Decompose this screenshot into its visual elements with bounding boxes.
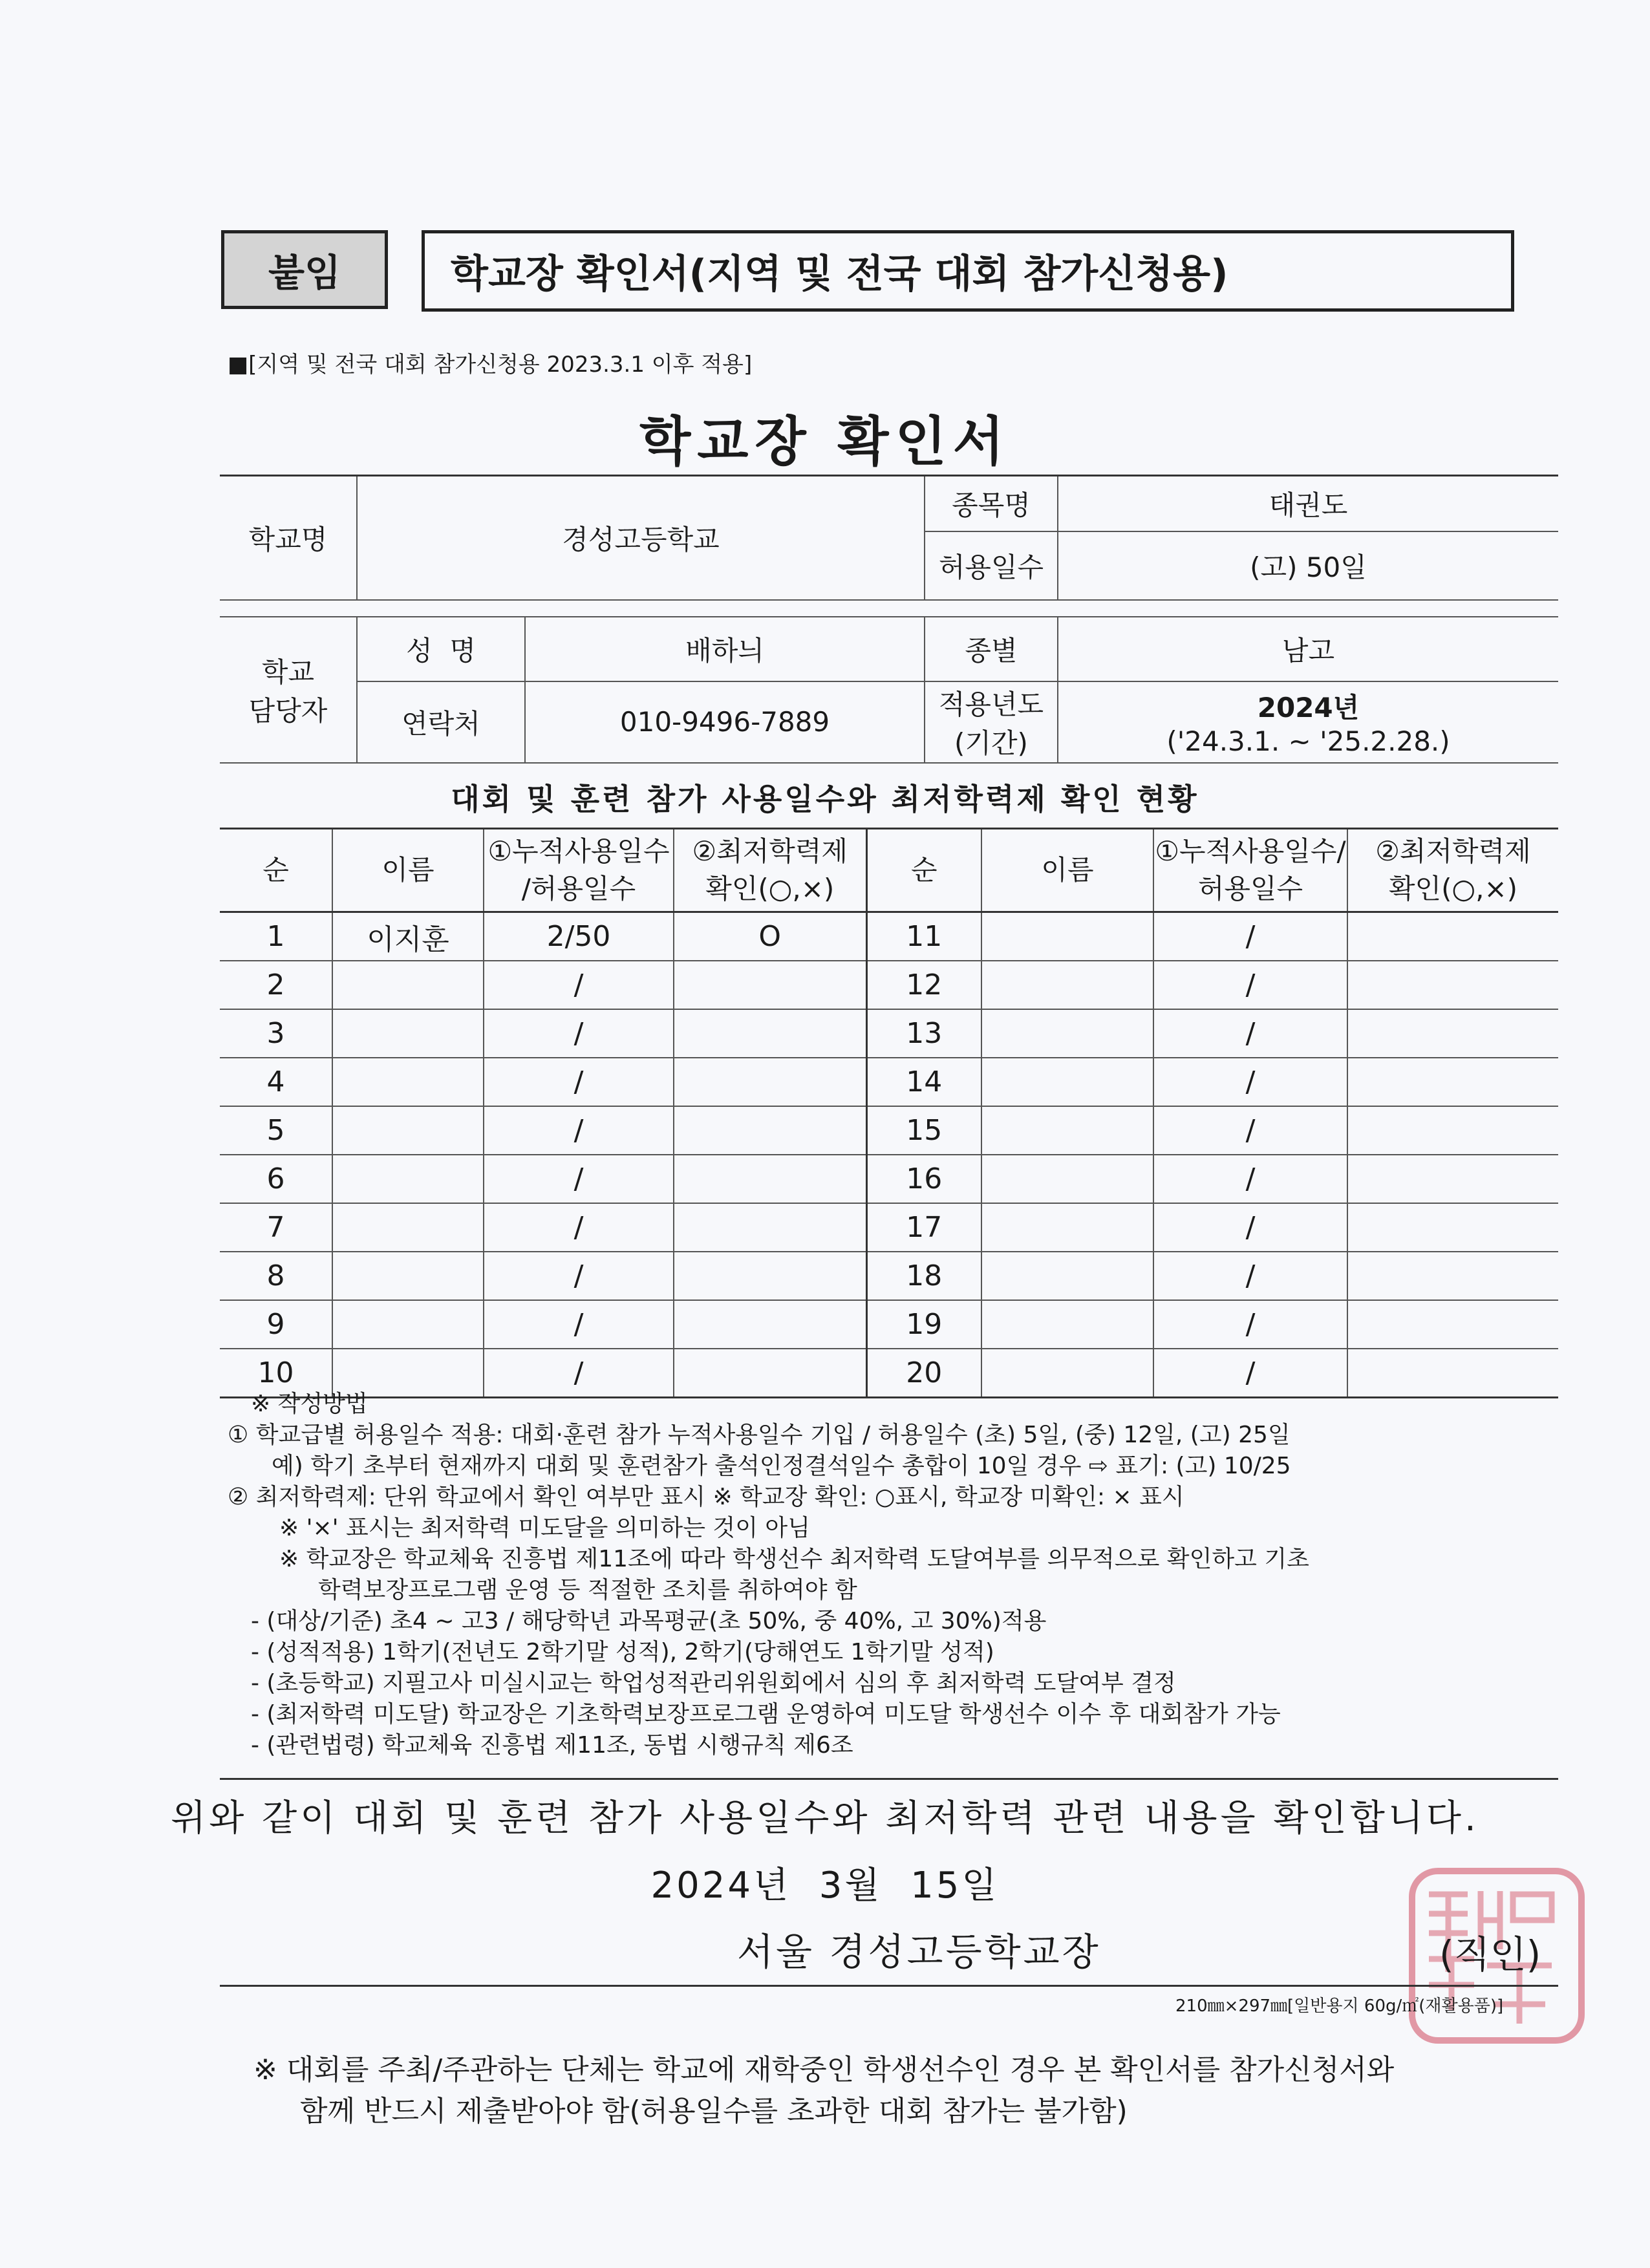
min-academic-check-cell <box>1347 1155 1558 1203</box>
year-label <box>925 681 1058 763</box>
spacer-row <box>220 600 1558 617</box>
method-line: - (대상/기준) 초4 ~ 고3 / 해당학년 과목평균(초 50%, 중 40%, 고 30%)적용 <box>251 1608 1047 1634</box>
min-academic-check-cell <box>1347 912 1558 961</box>
athlete-name-cell <box>981 1300 1153 1349</box>
athlete-name-cell <box>981 1252 1153 1300</box>
days-used-cell: / <box>1153 1349 1347 1398</box>
row-number-cell: 12 <box>866 961 981 1009</box>
notice-line: ※ 대회를 주최/주관하는 단체는 학교에 재학중인 학생선수인 경우 본 확인서를 참가신청서와 <box>253 2053 1395 2086</box>
year-label-line2: (기간) <box>954 727 1028 759</box>
method-line: ② 최저학력제: 단위 학교에서 확인 여부만 표시 ※ 학교장 확인: ○표시, 학교장 미확인: × 표시 <box>228 1484 1184 1510</box>
divider <box>220 1985 1558 1987</box>
min-academic-check-cell <box>1347 1058 1558 1106</box>
athlete-name-cell <box>332 961 484 1009</box>
days-used-cell: / <box>1153 1106 1347 1155</box>
col-min-right-line2: 확인(○,×) <box>1388 873 1518 904</box>
school-info-table <box>220 475 1558 764</box>
athlete-name-cell <box>332 1058 484 1106</box>
athlete-name-cell <box>332 1252 484 1300</box>
row-number-cell: 19 <box>866 1300 981 1349</box>
days-used-cell: / <box>484 1203 674 1252</box>
method-line: - (관련법령) 학교체육 진흥법 제11조, 동법 시행규칙 제6조 <box>251 1732 853 1759</box>
athlete-name-cell <box>332 1106 484 1155</box>
category-value: 남고 <box>1058 617 1558 681</box>
col-days-right-line2: 허용일수 <box>1197 873 1303 904</box>
col-name-right: 이름 <box>981 829 1153 912</box>
row-number-cell: 15 <box>866 1106 981 1155</box>
year-value <box>1058 681 1558 763</box>
contact-label: 연락처 <box>357 681 525 763</box>
row-number-cell: 17 <box>866 1203 981 1252</box>
confirmation-statement: 위와 같이 대회 및 훈련 참가 사용일수와 최저학력 관련 내용을 확인합니다. <box>171 1797 1479 1839</box>
table-row <box>220 1155 1558 1203</box>
year-label-line1: 적용년도 <box>938 688 1044 720</box>
school-name-label: 학교명 <box>220 476 357 600</box>
method-line: ① 학교급별 허용일수 적용: 대회·훈련 참가 누적사용일수 기입 / 허용일수 (초) 5일, (중) 12일, (고) 25일 <box>228 1422 1291 1448</box>
table-row <box>220 961 1558 1009</box>
athlete-name-cell: 이지훈 <box>332 912 484 961</box>
allowed-days-label: 허용일수 <box>925 531 1058 600</box>
athlete-name-cell <box>981 1009 1153 1058</box>
roster-header-row <box>220 829 1558 912</box>
year-value-year: 2024년 <box>1257 692 1360 723</box>
writing-method <box>228 1389 1572 1761</box>
min-academic-check-cell <box>674 1300 866 1349</box>
col-name: 이름 <box>332 829 484 912</box>
days-used-cell: / <box>484 1106 674 1155</box>
row-number-cell: 10 <box>220 1349 332 1398</box>
row-number-cell: 6 <box>220 1155 332 1203</box>
method-line: ※ '×' 표시는 최저학력 미도달을 의미하는 것이 아님 <box>279 1515 810 1541</box>
contact-value: 010-9496-7889 <box>525 681 925 763</box>
row-number-cell: 3 <box>220 1009 332 1058</box>
table-row <box>220 1106 1558 1155</box>
event-value: 태권도 <box>1058 476 1558 531</box>
submission-notice <box>253 2049 1394 2132</box>
col-days-right-line1: ①누적사용일수/ <box>1155 835 1346 867</box>
page-title: 학교장 확인서 <box>639 411 1011 473</box>
method-line: - (초등학교) 지필고사 미실시교는 학업성적관리위원회에서 심의 후 최저학력 도달여부 결정 <box>251 1670 1176 1696</box>
roster-table <box>220 828 1558 1398</box>
min-academic-check-cell <box>674 1009 866 1058</box>
col-min-line2: 확인(○,×) <box>705 873 835 904</box>
row-number-cell: 16 <box>866 1155 981 1203</box>
col-no-right: 순 <box>866 829 981 912</box>
category-label: 종별 <box>925 617 1058 681</box>
min-academic-check-cell <box>674 1203 866 1252</box>
method-line: - (성적적용) 1학기(전년도 2학기말 성적), 2학기(당해연도 1학기말 성적) <box>251 1639 994 1665</box>
row-number-cell: 13 <box>866 1009 981 1058</box>
row-number-cell: 8 <box>220 1252 332 1300</box>
roster-title: 대회 및 훈련 참가 사용일수와 최저학력제 확인 현황 <box>451 782 1199 817</box>
min-academic-check-cell <box>1347 1300 1558 1349</box>
document-title: 학교장 확인서(지역 및 전국 대회 참가신청용) <box>422 230 1514 312</box>
col-days <box>484 829 674 912</box>
athlete-name-cell <box>981 1058 1153 1106</box>
school-name-value: 경성고등학교 <box>357 476 925 600</box>
table-row <box>220 1300 1558 1349</box>
seal-label: (직인) <box>1439 1932 1541 1976</box>
days-used-cell: / <box>484 1155 674 1203</box>
athlete-name-cell <box>332 1009 484 1058</box>
min-academic-check-cell <box>1347 1252 1558 1300</box>
min-academic-check-cell <box>674 1058 866 1106</box>
col-days-right <box>1153 829 1347 912</box>
days-used-cell: / <box>484 1058 674 1106</box>
days-used-cell: / <box>1153 1155 1347 1203</box>
table-row <box>220 912 1558 961</box>
method-line: 예) 학기 초부터 현재까지 대회 및 훈련참가 출석인정결석일수 총합이 10일 경우 ⇨ 표기: (고) 10/25 <box>272 1453 1291 1479</box>
col-min-line1: ②최저학력제 <box>692 835 848 867</box>
divider <box>220 1778 1558 1780</box>
row-number-cell: 14 <box>866 1058 981 1106</box>
row-number-cell: 1 <box>220 912 332 961</box>
min-academic-check-cell <box>1347 1009 1558 1058</box>
attachment-tag: 붙임 <box>221 230 388 309</box>
row-number-cell: 18 <box>866 1252 981 1300</box>
athlete-name-cell <box>981 1203 1153 1252</box>
col-no: 순 <box>220 829 332 912</box>
athlete-name-cell <box>981 1155 1153 1203</box>
days-used-cell: / <box>1153 1252 1347 1300</box>
manager-label <box>220 617 357 763</box>
min-academic-check-cell <box>674 1106 866 1155</box>
days-used-cell: / <box>1153 1300 1347 1349</box>
days-used-cell: / <box>1153 912 1347 961</box>
manager-name-value: 배하늬 <box>525 617 925 681</box>
days-used-cell: / <box>1153 1203 1347 1252</box>
min-academic-check-cell <box>674 1252 866 1300</box>
days-used-cell: / <box>484 1009 674 1058</box>
principal-name: 서울 경성고등학교장 <box>737 1930 1101 1974</box>
days-used-cell: 2/50 <box>484 912 674 961</box>
athlete-name-cell <box>332 1300 484 1349</box>
min-academic-check-cell <box>674 1155 866 1203</box>
allowed-days-value: (고) 50일 <box>1058 531 1558 600</box>
days-used-cell: / <box>1153 1058 1347 1106</box>
confirmation-date: 2024년 3월 15일 <box>650 1865 1000 1907</box>
col-days-line1: ①누적사용일수 <box>488 835 670 867</box>
year-value-period: ('24.3.1. ~ '25.2.28.) <box>1166 725 1450 757</box>
days-used-cell: / <box>1153 1009 1347 1058</box>
table-row <box>220 1252 1558 1300</box>
min-academic-check-cell: O <box>674 912 866 961</box>
manager-label-line1: 학교 <box>261 656 315 688</box>
row-number-cell: 20 <box>866 1349 981 1398</box>
min-academic-check-cell <box>1347 1106 1558 1155</box>
method-line: 학력보장프로그램 운영 등 적절한 조치를 취하여야 함 <box>318 1577 857 1603</box>
col-min-right-line1: ②최저학력제 <box>1375 835 1531 867</box>
method-line: - (최저학력 미도달) 학교장은 기초학력보장프로그램 운영하여 미도달 학생선수 이수 후 대회참가 가능 <box>251 1701 1281 1728</box>
days-used-cell: / <box>484 1252 674 1300</box>
days-used-cell: / <box>484 1349 674 1398</box>
paper-spec: 210㎜×297㎜[일반용지 60g/㎡(재활용품)] <box>1175 1996 1504 2016</box>
row-number-cell: 5 <box>220 1106 332 1155</box>
days-used-cell: / <box>484 961 674 1009</box>
table-row <box>220 1009 1558 1058</box>
method-line: ※ 학교장은 학교체육 진흥법 제11조에 따라 학생선수 최저학력 도달여부를 의무적으로 확인하고 기초 <box>279 1546 1309 1572</box>
athlete-name-cell <box>981 961 1153 1009</box>
table-row <box>220 1058 1558 1106</box>
min-academic-check-cell <box>1347 1203 1558 1252</box>
athlete-name-cell <box>981 912 1153 961</box>
row-number-cell: 2 <box>220 961 332 1009</box>
col-min <box>674 829 866 912</box>
row-number-cell: 7 <box>220 1203 332 1252</box>
table-row <box>220 1203 1558 1252</box>
days-used-cell: / <box>484 1300 674 1349</box>
method-heading: ※ 작성방법 <box>251 1391 368 1417</box>
athlete-name-cell <box>981 1106 1153 1155</box>
athlete-name-cell <box>332 1203 484 1252</box>
notice-line: 함께 반드시 제출받아야 함(허용일수를 초과한 대회 참가는 불가함) <box>300 2095 1128 2128</box>
athlete-name-cell <box>332 1155 484 1203</box>
row-number-cell: 9 <box>220 1300 332 1349</box>
event-label: 종목명 <box>925 476 1058 531</box>
col-min-right <box>1347 829 1558 912</box>
application-rule-note: ■[지역 및 전국 대회 참가신청용 2023.3.1 이후 적용] <box>228 352 753 378</box>
row-number-cell: 4 <box>220 1058 332 1106</box>
col-days-line2: /허용일수 <box>521 873 636 904</box>
manager-label-line2: 담당자 <box>248 694 328 727</box>
min-academic-check-cell <box>1347 961 1558 1009</box>
days-used-cell: / <box>1153 961 1347 1009</box>
manager-name-label: 성 명 <box>357 617 525 681</box>
row-number-cell: 11 <box>866 912 981 961</box>
min-academic-check-cell <box>674 961 866 1009</box>
